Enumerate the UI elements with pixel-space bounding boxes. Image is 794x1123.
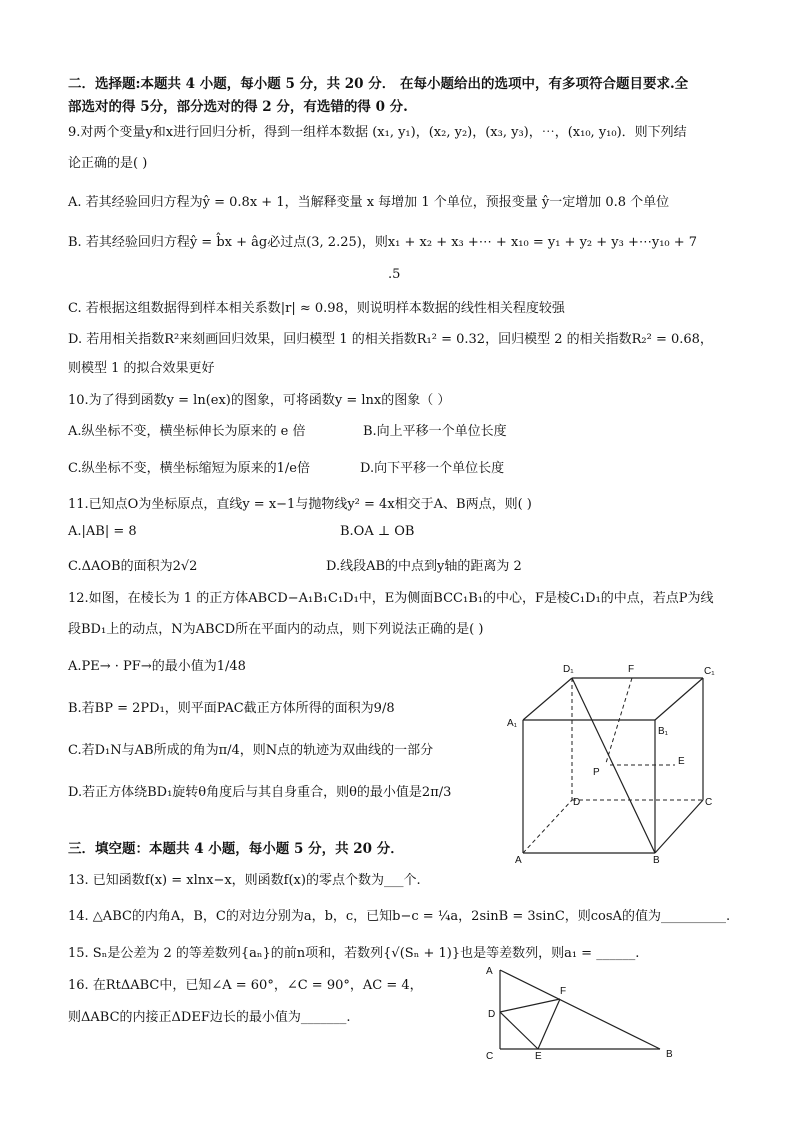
q12-stem-line1: 12.如图，在棱长为 1 的正方体ABCD−A₁B₁C₁D₁中，E为侧面BCC₁B₁的中心，F是棱C₁D₁的中点，若点P为线 <box>68 591 714 606</box>
label-d: D <box>573 797 581 808</box>
q10-option-d: D.向下平移一个单位长度 <box>360 461 505 476</box>
label-d1: D₁ <box>563 664 574 675</box>
cube-figure <box>505 660 720 870</box>
q11-option-b: B.OA ⊥ OB <box>340 524 415 539</box>
q9-option-c: C. 若根据这组数据得到样本相关系数|r| ≈ 0.98，则说明样本数据的线性相关程度较强 <box>68 301 565 316</box>
segment-fe <box>538 999 560 1049</box>
q9-option-a: A. 若其经验回归方程为ŷ = 0.8x + 1，当解释变量 x 每增加 1 个单位，预报变量 ŷ一定增加 0.8 个单位 <box>68 195 670 210</box>
q9-option-d-line1: D. 若用相关指数R²来刻画回归效果，回归模型 1 的相关指数R₁² = 0.32，回归模型 2 的相关指数R₂² = 0.68， <box>68 332 713 347</box>
q16-line1: 16. 在RtΔABC中，已知∠A = 60°，∠C = 90°，AC = 4， <box>68 978 423 993</box>
q12-stem-line2: 段BD₁上的动点，N为ABCD所在平面内的动点，则下列说法正确的是( ) <box>68 622 484 637</box>
q13-text: 13. 已知函数f(x) = xlnx−x，则函数f(x)的零点个数为___个. <box>68 873 421 888</box>
tri-label-a: A <box>486 966 493 977</box>
section2-header-line1: 二．选择题:本题共 4 小题，每小题 5 分，共 20 分． 在每小题给出的选项中，有多项符合题目要求.全 <box>68 76 689 92</box>
q10-option-c: C.纵坐标不变，横坐标缩短为原来的1/e倍 <box>68 461 310 476</box>
triangle-figure <box>480 962 690 1062</box>
q9-stem-line1: 9.对两个变量y和x进行回归分析，得到一组样本数据 (x₁, y₁)，(x₂, y₂)，(x₃, y₃)，⋯，(x₁₀, y₁₀)．则下列结 <box>68 125 687 140</box>
segment-df <box>500 999 560 1012</box>
label-a1: A₁ <box>507 718 518 729</box>
label-a: A <box>515 855 522 866</box>
q9-option-d-line2: 则模型 1 的拟合效果更好 <box>68 361 215 376</box>
q11-option-a: A.|AB| = 8 <box>68 524 137 539</box>
label-b: B <box>653 855 660 866</box>
q11-option-d: D.线段AB的中点到y轴的距离为 2 <box>326 559 522 574</box>
q11-option-c: C.ΔAOB的面积为2√2 <box>68 559 198 574</box>
q12-option-a: A.PE→ · PF→的最小值为1/48 <box>68 659 246 674</box>
edge-b1-c1 <box>655 678 703 720</box>
label-c1: C₁ <box>704 666 715 677</box>
tri-label-f: F <box>560 986 567 997</box>
hidden-edge-a-d <box>523 800 572 853</box>
q9-option-b-line2: .5 <box>388 267 401 282</box>
q10-stem: 10.为了得到函数y = ln(ex)的图象，可将函数y = lnx的图象（ ） <box>68 393 451 408</box>
q12-option-b: B.若BP = 2PD₁，则平面PAC截正方体所得的面积为9/8 <box>68 701 395 716</box>
q10-option-a: A.纵坐标不变，横坐标伸长为原来的 e 倍 <box>68 424 306 439</box>
q9-stem-line2: 论正确的是( ) <box>68 156 148 171</box>
section3-header: 三．填空题：本题共 4 小题，每小题 5 分，共 20 分． <box>68 841 404 857</box>
q9-option-b-line1: B. 若其经验回归方程ŷ = b̂x + âg必过点(3, 2.25)，则x₁ + x₂ + x₃ +⋯ + x₁₀ = y₁ + y₂ + y₃ +⋯y₁₀ + 7 <box>68 235 698 250</box>
q12-option-d: D.若正方体绕BD₁旋转θ角度后与其自身重合，则θ的最小值是2π/3 <box>68 785 452 800</box>
label-c: C <box>705 797 713 808</box>
q11-stem: 11.已知点O为坐标原点，直线y = x−1与抛物线y² = 4x相交于A、B两点，则( ) <box>68 497 532 512</box>
edge-a1-d1 <box>523 678 572 720</box>
side-ab <box>500 970 660 1049</box>
edge-b-c <box>655 800 703 853</box>
label-p: P <box>593 767 600 778</box>
tri-label-d: D <box>488 1009 496 1020</box>
q14-text: 14. △ABC的内角A，B，C的对边分别为a，b，c，已知b−c = ¼a，2sinB = 3sinC，则cosA的值为__________. <box>68 909 731 924</box>
tri-label-b: B <box>666 1049 673 1060</box>
q12-option-c: C.若D₁N与AB所成的角为π/4，则N点的轨迹为双曲线的一部分 <box>68 743 434 758</box>
tri-label-e: E <box>535 1051 542 1062</box>
label-e: E <box>678 756 685 767</box>
tri-label-c: C <box>486 1051 494 1062</box>
q10-option-b: B.向上平移一个单位长度 <box>363 424 507 439</box>
q16-line2: 则ΔABC的内接正ΔDEF边长的最小值为_______. <box>68 1010 351 1025</box>
label-b1: B₁ <box>658 726 669 737</box>
section2-header-line2: 部选对的得 5分，部分选对的得 2 分，有选错的得 0 分. <box>68 99 408 115</box>
label-f: F <box>628 664 635 675</box>
q15-text: 15. Sₙ是公差为 2 的等差数列{aₙ}的前n项和，若数列{√(Sₙ + 1)}也是等差数列，则a₁ = ______. <box>68 946 640 961</box>
segment-de <box>500 1012 538 1049</box>
